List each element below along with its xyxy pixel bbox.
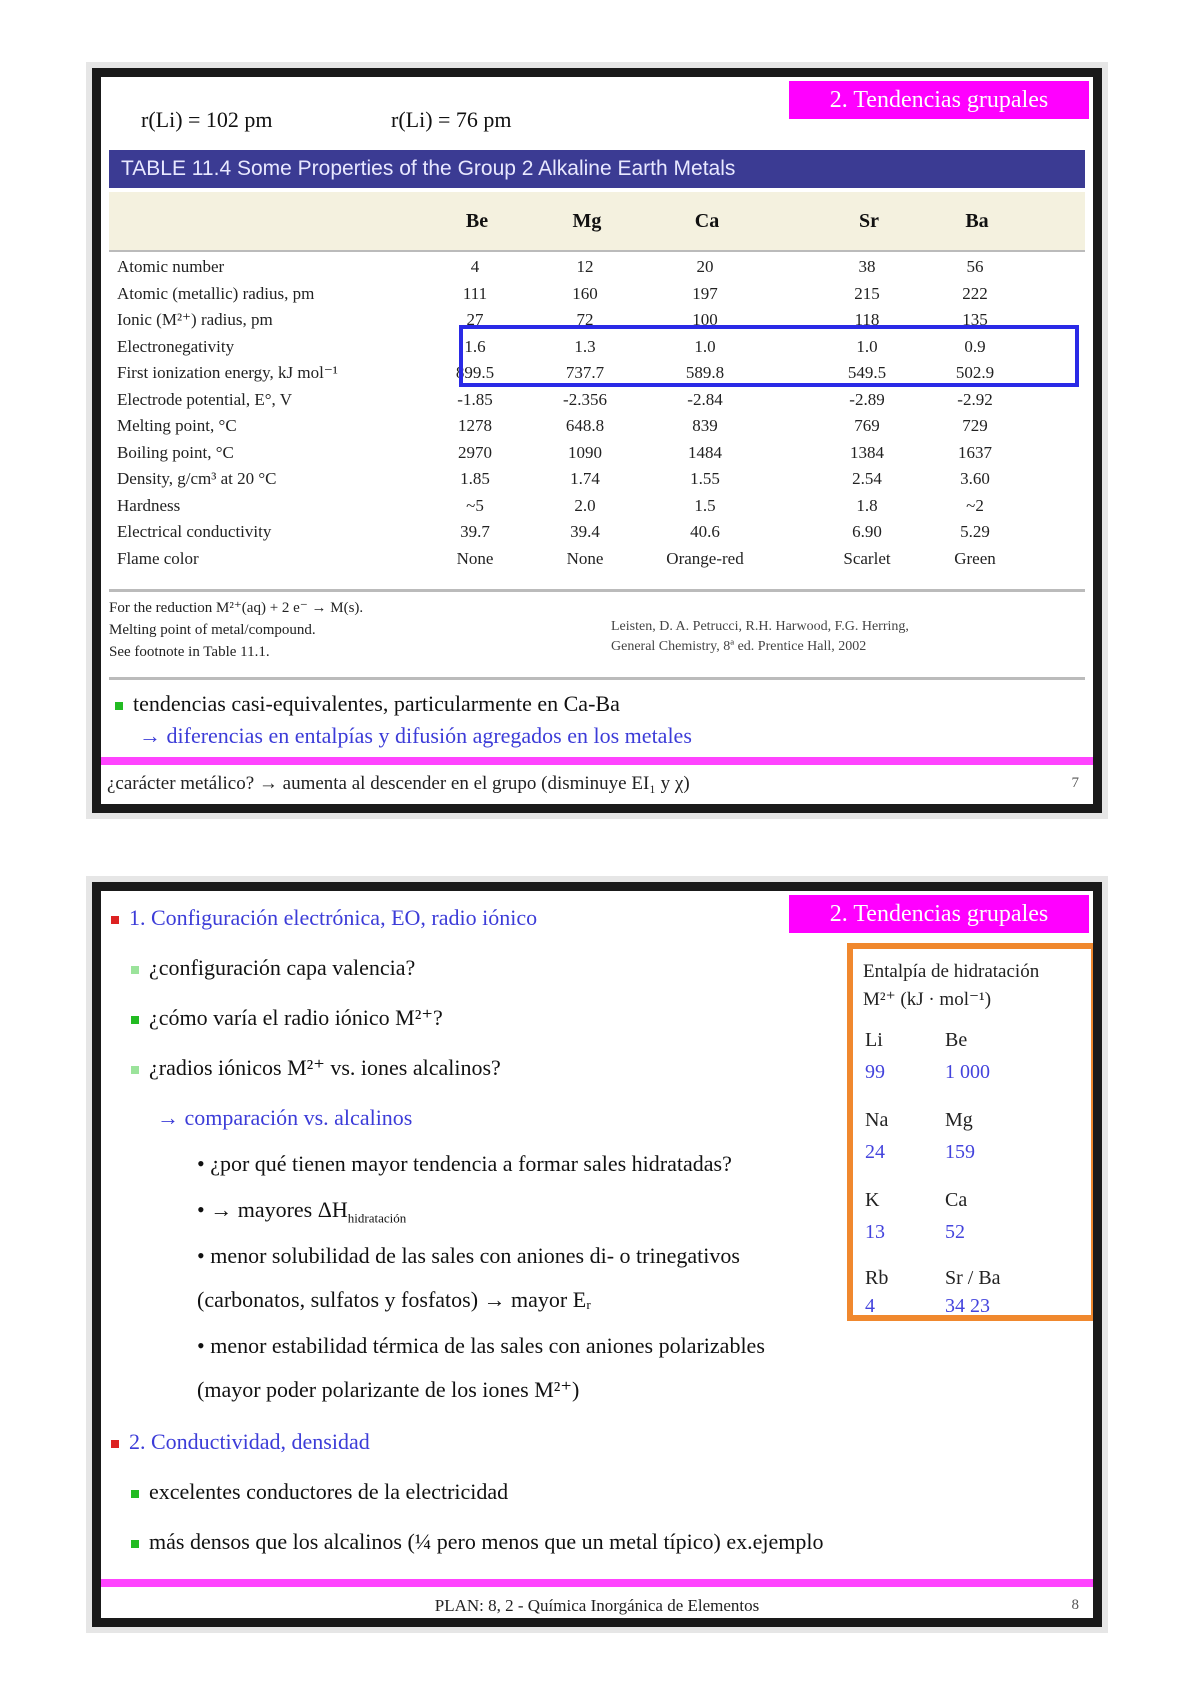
table-cell: 1090 bbox=[568, 442, 602, 462]
subitem: (mayor poder polarizante de los iones M²⁺) bbox=[197, 1377, 580, 1402]
heading-1: 1. Configuración electrónica, EO, radio iónico bbox=[111, 903, 537, 933]
note: For the reduction M²⁺(aq) + 2 e⁻ → M(s). bbox=[109, 600, 364, 616]
footer-text: ¿carácter metálico? → aumenta al descender en el grupo (disminuye EI₁ y χ) bbox=[107, 773, 690, 794]
table-cell: 20 bbox=[696, 257, 714, 276]
slide-2 bbox=[92, 882, 1102, 1627]
property-name: Atomic number bbox=[117, 257, 225, 276]
table-cell: 1.0 bbox=[856, 336, 878, 356]
table-cell: None bbox=[566, 548, 604, 568]
element-label: Na bbox=[865, 1109, 889, 1131]
table-cell: 549.5 bbox=[847, 363, 887, 382]
property-name: Electrode potential, E°, V bbox=[117, 389, 293, 409]
note: See footnote in Table 11.1. bbox=[109, 644, 270, 660]
table-cell: 160 bbox=[572, 283, 598, 303]
table-title: TABLE 11.4 Some Properties of the Group 2 Alkaline Earth Metals bbox=[109, 150, 1085, 188]
table-row bbox=[117, 280, 1085, 307]
property-name: Electrical conductivity bbox=[117, 522, 272, 541]
heading-2: 2. Conductividad, densidad bbox=[111, 1427, 370, 1457]
bullet-icon bbox=[131, 1066, 139, 1074]
bullet-sub: → diferencias en entalpías y difusión agregados en los metales bbox=[139, 723, 692, 748]
table-cell: 197 bbox=[692, 283, 718, 303]
table-cell: 100 bbox=[692, 310, 718, 329]
table-cell: 3.60 bbox=[960, 469, 990, 488]
property-name: Density, g/cm³ at 20 °C bbox=[117, 469, 277, 488]
table-cell: 118 bbox=[854, 310, 880, 329]
enthalpy-value: 99 bbox=[865, 1061, 885, 1083]
footer-bar bbox=[101, 757, 1093, 765]
table-row bbox=[117, 465, 1085, 492]
section-badge: 2. Tendencias grupales bbox=[789, 81, 1089, 119]
subitem: (carbonatos, sulfatos y fosfatos) → mayor Eᵣ bbox=[197, 1287, 592, 1312]
table-cell: 1.55 bbox=[690, 469, 720, 488]
element-label: Mg bbox=[945, 1109, 973, 1131]
table-cell: 5.29 bbox=[960, 522, 990, 541]
enthalpy-value: 4 bbox=[865, 1295, 875, 1317]
table-cell: 40.6 bbox=[690, 522, 720, 541]
bullet-icon bbox=[131, 1540, 139, 1548]
table-cell: -2.356 bbox=[563, 389, 607, 409]
table-cell: 769 bbox=[854, 416, 880, 435]
table-cell: -2.89 bbox=[849, 389, 885, 409]
table-cell: 1384 bbox=[850, 442, 884, 462]
box-subtitle: M²⁺ (kJ · mol⁻¹) bbox=[863, 989, 992, 1010]
table-row bbox=[117, 253, 1085, 280]
col-header: Be bbox=[465, 210, 489, 232]
table-row bbox=[117, 412, 1085, 439]
table-cell: 899.5 bbox=[455, 363, 495, 382]
element-label: Be bbox=[945, 1029, 968, 1051]
item: excelentes conductores de la electricidad bbox=[131, 1477, 508, 1507]
table-notes bbox=[109, 597, 569, 663]
table-cell: -2.92 bbox=[957, 389, 993, 409]
section-badge: 2. Tendencias grupales bbox=[789, 895, 1089, 933]
page-number: 8 bbox=[1071, 1597, 1079, 1613]
subitem: • → mayores $\Delta H_{hidratación}$ bbox=[197, 1197, 407, 1226]
table-cell: 2.0 bbox=[574, 495, 596, 515]
table-cell: Green bbox=[954, 548, 996, 568]
property-name: Ionic (M²⁺) radius, pm bbox=[117, 310, 273, 329]
enthalpy-value: 159 bbox=[945, 1141, 975, 1163]
item: más densos que los alcalinos (¼ pero menos que un metal típico) ex.ejemplo bbox=[131, 1527, 824, 1557]
table-cell: 1.5 bbox=[694, 495, 716, 515]
radius-right: r(Li) = 76 pm bbox=[391, 107, 512, 132]
table-cell: 502.9 bbox=[955, 363, 995, 382]
table-header bbox=[109, 192, 1085, 252]
table-cell: 729 bbox=[962, 416, 988, 435]
table-cell: 56 bbox=[966, 257, 984, 276]
table-cell: 589.8 bbox=[685, 363, 725, 382]
table-row bbox=[117, 545, 1085, 572]
table-cell: 1.3 bbox=[574, 336, 596, 356]
table-cell: -1.85 bbox=[457, 389, 493, 409]
table-cell: 737.7 bbox=[565, 363, 605, 382]
table-row bbox=[117, 492, 1085, 519]
enthalpy-value: 24 bbox=[865, 1141, 885, 1163]
bullet-icon bbox=[131, 1016, 139, 1024]
table-row bbox=[117, 386, 1085, 413]
table-cell: 648.8 bbox=[565, 416, 605, 435]
enthalpy-value: 13 bbox=[865, 1221, 885, 1243]
table-cell: 6.90 bbox=[852, 522, 882, 541]
property-name: Flame color bbox=[117, 548, 199, 568]
table-cell: 1.85 bbox=[460, 469, 490, 488]
element-label: Li bbox=[865, 1029, 883, 1051]
table-cell: 1637 bbox=[958, 442, 992, 462]
reference-line: General Chemistry, 8ª ed. Prentice Hall, 2002 bbox=[611, 639, 867, 654]
table-cell: 2970 bbox=[458, 442, 492, 462]
item: ¿configuración capa valencia? bbox=[131, 953, 415, 983]
bullet-icon bbox=[111, 1440, 119, 1448]
enthalpy-value: 1 000 bbox=[945, 1061, 990, 1083]
table-cell: 1.6 bbox=[464, 336, 486, 356]
table-cell: 72 bbox=[576, 310, 594, 329]
table-cell: ~2 bbox=[966, 495, 984, 515]
property-name: Electronegativity bbox=[117, 336, 235, 356]
table-cell: 38 bbox=[858, 257, 876, 276]
radius-left: r(Li) = 102 pm bbox=[141, 107, 273, 132]
table-cell: 12 bbox=[576, 257, 594, 276]
col-header: Ba bbox=[965, 210, 989, 232]
property-name: Melting point, °C bbox=[117, 416, 237, 435]
table-row bbox=[117, 518, 1085, 545]
divider bbox=[109, 589, 1085, 592]
item: ¿cómo varía el radio iónico M²⁺? bbox=[131, 1003, 443, 1033]
table-cell: -2.84 bbox=[687, 389, 723, 409]
bullet-main: tendencias casi-equivalentes, particularmente en Ca-Ba bbox=[115, 689, 620, 719]
table-cell: 1.74 bbox=[570, 469, 600, 488]
footer-bar bbox=[101, 1579, 1093, 1587]
divider bbox=[109, 677, 1085, 680]
col-header: Sr bbox=[859, 210, 879, 232]
properties-table bbox=[109, 253, 1085, 573]
bullet-icon bbox=[131, 966, 139, 974]
table-cell: 39.4 bbox=[570, 522, 600, 541]
table-cell: 27 bbox=[466, 310, 484, 329]
hydration-enthalpy-box bbox=[847, 943, 1097, 1321]
table-cell: 222 bbox=[962, 283, 988, 303]
table-row bbox=[117, 439, 1085, 466]
table-cell: Scarlet bbox=[843, 548, 891, 568]
table-cell: 1278 bbox=[458, 416, 492, 435]
table-cell: 1.8 bbox=[856, 495, 878, 515]
property-name: Boiling point, °C bbox=[117, 442, 234, 462]
subitem: • menor estabilidad térmica de las sales con aniones polarizables bbox=[197, 1333, 765, 1358]
table-cell: 0.9 bbox=[964, 336, 986, 356]
table-cell: ~5 bbox=[466, 495, 484, 515]
property-name: Atomic (metallic) radius, pm bbox=[117, 283, 315, 303]
table-cell: 215 bbox=[854, 283, 880, 303]
bullet-icon bbox=[111, 916, 119, 924]
reference-line: Leisten, D. A. Petrucci, R.H. Harwood, F.G. Herring, bbox=[611, 619, 909, 634]
page-number: 7 bbox=[1071, 775, 1079, 791]
enthalpy-value: 52 bbox=[945, 1221, 965, 1243]
table-cell: 4 bbox=[470, 257, 480, 276]
table-cell: 2.54 bbox=[852, 469, 882, 488]
subitem: • ¿por qué tienen mayor tendencia a formar sales hidratadas? bbox=[197, 1151, 732, 1176]
property-name: First ionization energy, kJ mol⁻¹ bbox=[117, 363, 338, 382]
enthalpy-value: 34 23 bbox=[945, 1295, 990, 1317]
note: Melting point of metal/compound. bbox=[109, 622, 316, 638]
element-label: Rb bbox=[865, 1267, 889, 1289]
reference bbox=[611, 617, 1071, 657]
subitem: • menor solubilidad de las sales con aniones di- o trinegativos bbox=[197, 1243, 740, 1268]
table-cell: 135 bbox=[962, 310, 988, 329]
box-title: Entalpía de hidratación bbox=[863, 961, 1040, 982]
table-cell: 1484 bbox=[688, 442, 722, 462]
subscript: hidratación bbox=[347, 1210, 407, 1226]
col-header: Ca bbox=[694, 210, 720, 232]
sub-heading: → comparación vs. alcalinos bbox=[157, 1105, 413, 1130]
bullet-icon bbox=[115, 702, 123, 710]
table-cell: 39.7 bbox=[460, 522, 490, 541]
highlight-box bbox=[459, 325, 1079, 387]
element-label: Sr / Ba bbox=[945, 1267, 1001, 1289]
element-label: Ca bbox=[945, 1189, 968, 1211]
footer-text: PLAN: 8, 2 - Química Inorgánica de Elementos bbox=[434, 1596, 760, 1615]
element-label: K bbox=[865, 1189, 880, 1211]
table-cell: 1.0 bbox=[694, 336, 716, 356]
bullet-icon bbox=[131, 1490, 139, 1498]
slide-1 bbox=[92, 68, 1102, 813]
table-cell: 111 bbox=[462, 283, 488, 303]
property-name: Hardness bbox=[117, 495, 181, 515]
table-cell: Orange-red bbox=[666, 548, 744, 568]
col-header: Mg bbox=[572, 210, 602, 232]
table-cell: None bbox=[456, 548, 494, 568]
table-cell: 839 bbox=[692, 416, 718, 435]
item: ¿radios iónicos M²⁺ vs. iones alcalinos? bbox=[131, 1053, 501, 1083]
